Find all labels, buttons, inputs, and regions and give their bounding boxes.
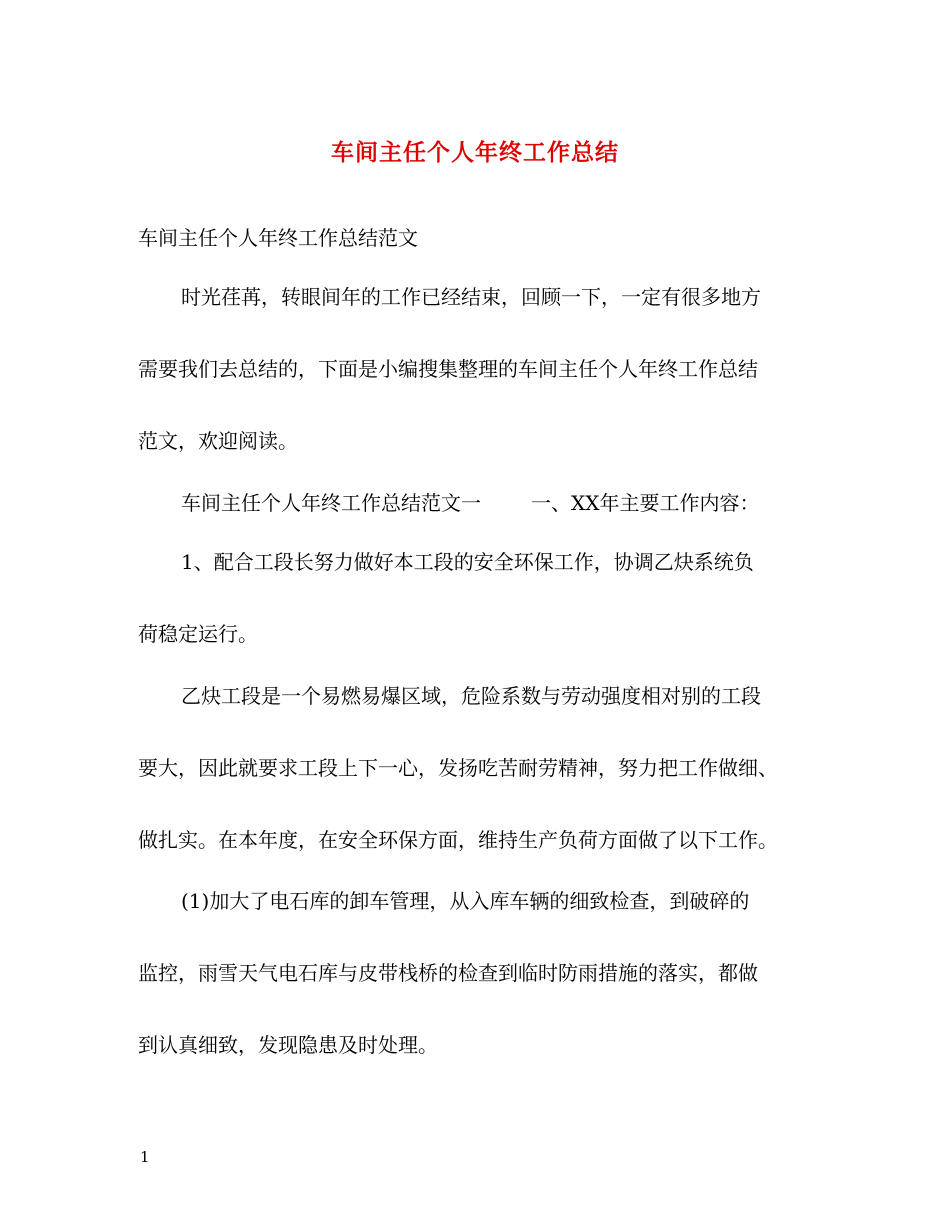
paragraph-line: 范文，欢迎阅读。 [138,429,298,453]
paragraph-line: 乙炔工段是一个易燃易爆区域，危险系数与劳动强度相对别的工段 [181,684,761,708]
paragraph-line: 时光荏苒，转眼间年的工作已经结束，回顾一下，一定有很多地方 [181,285,761,309]
paragraph-line: 要大，因此就要求工段上下一心，发扬吃苦耐劳精神，努力把工作做细、 [138,756,778,780]
page-number: 1 [140,1148,150,1166]
document-title: 车间主任个人年终工作总结 [331,139,619,166]
paragraph-line: 监控，雨雪天气电石库与皮带栈桥的检查到临时防雨措施的落实，都做 [138,961,758,985]
paragraph-line: 荷稳定运行。 [138,622,258,646]
paragraph-line: 到认真细致，发现隐患及时处理。 [138,1033,438,1057]
subtitle-line: 车间主任个人年终工作总结范文 [138,226,418,250]
paragraph-line: 1、配合工段长努力做好本工段的安全环保工作，协调乙炔系统负 [181,550,754,574]
paragraph-line: 需要我们去总结的，下面是小编搜集整理的车间主任个人年终工作总结 [138,357,758,381]
paragraph-line: 做扎实。在本年度，在安全环保方面，维持生产负荷方面做了以下工作。 [138,828,778,852]
section-label: 车间主任个人年终工作总结范文一 [181,491,481,515]
section-heading-line [181,489,759,517]
section-heading: 一、XX年主要工作内容： [531,491,760,515]
paragraph-line: (1)加大了电石库的卸车管理，从入库车辆的细致检查，到破碎的 [181,889,750,913]
